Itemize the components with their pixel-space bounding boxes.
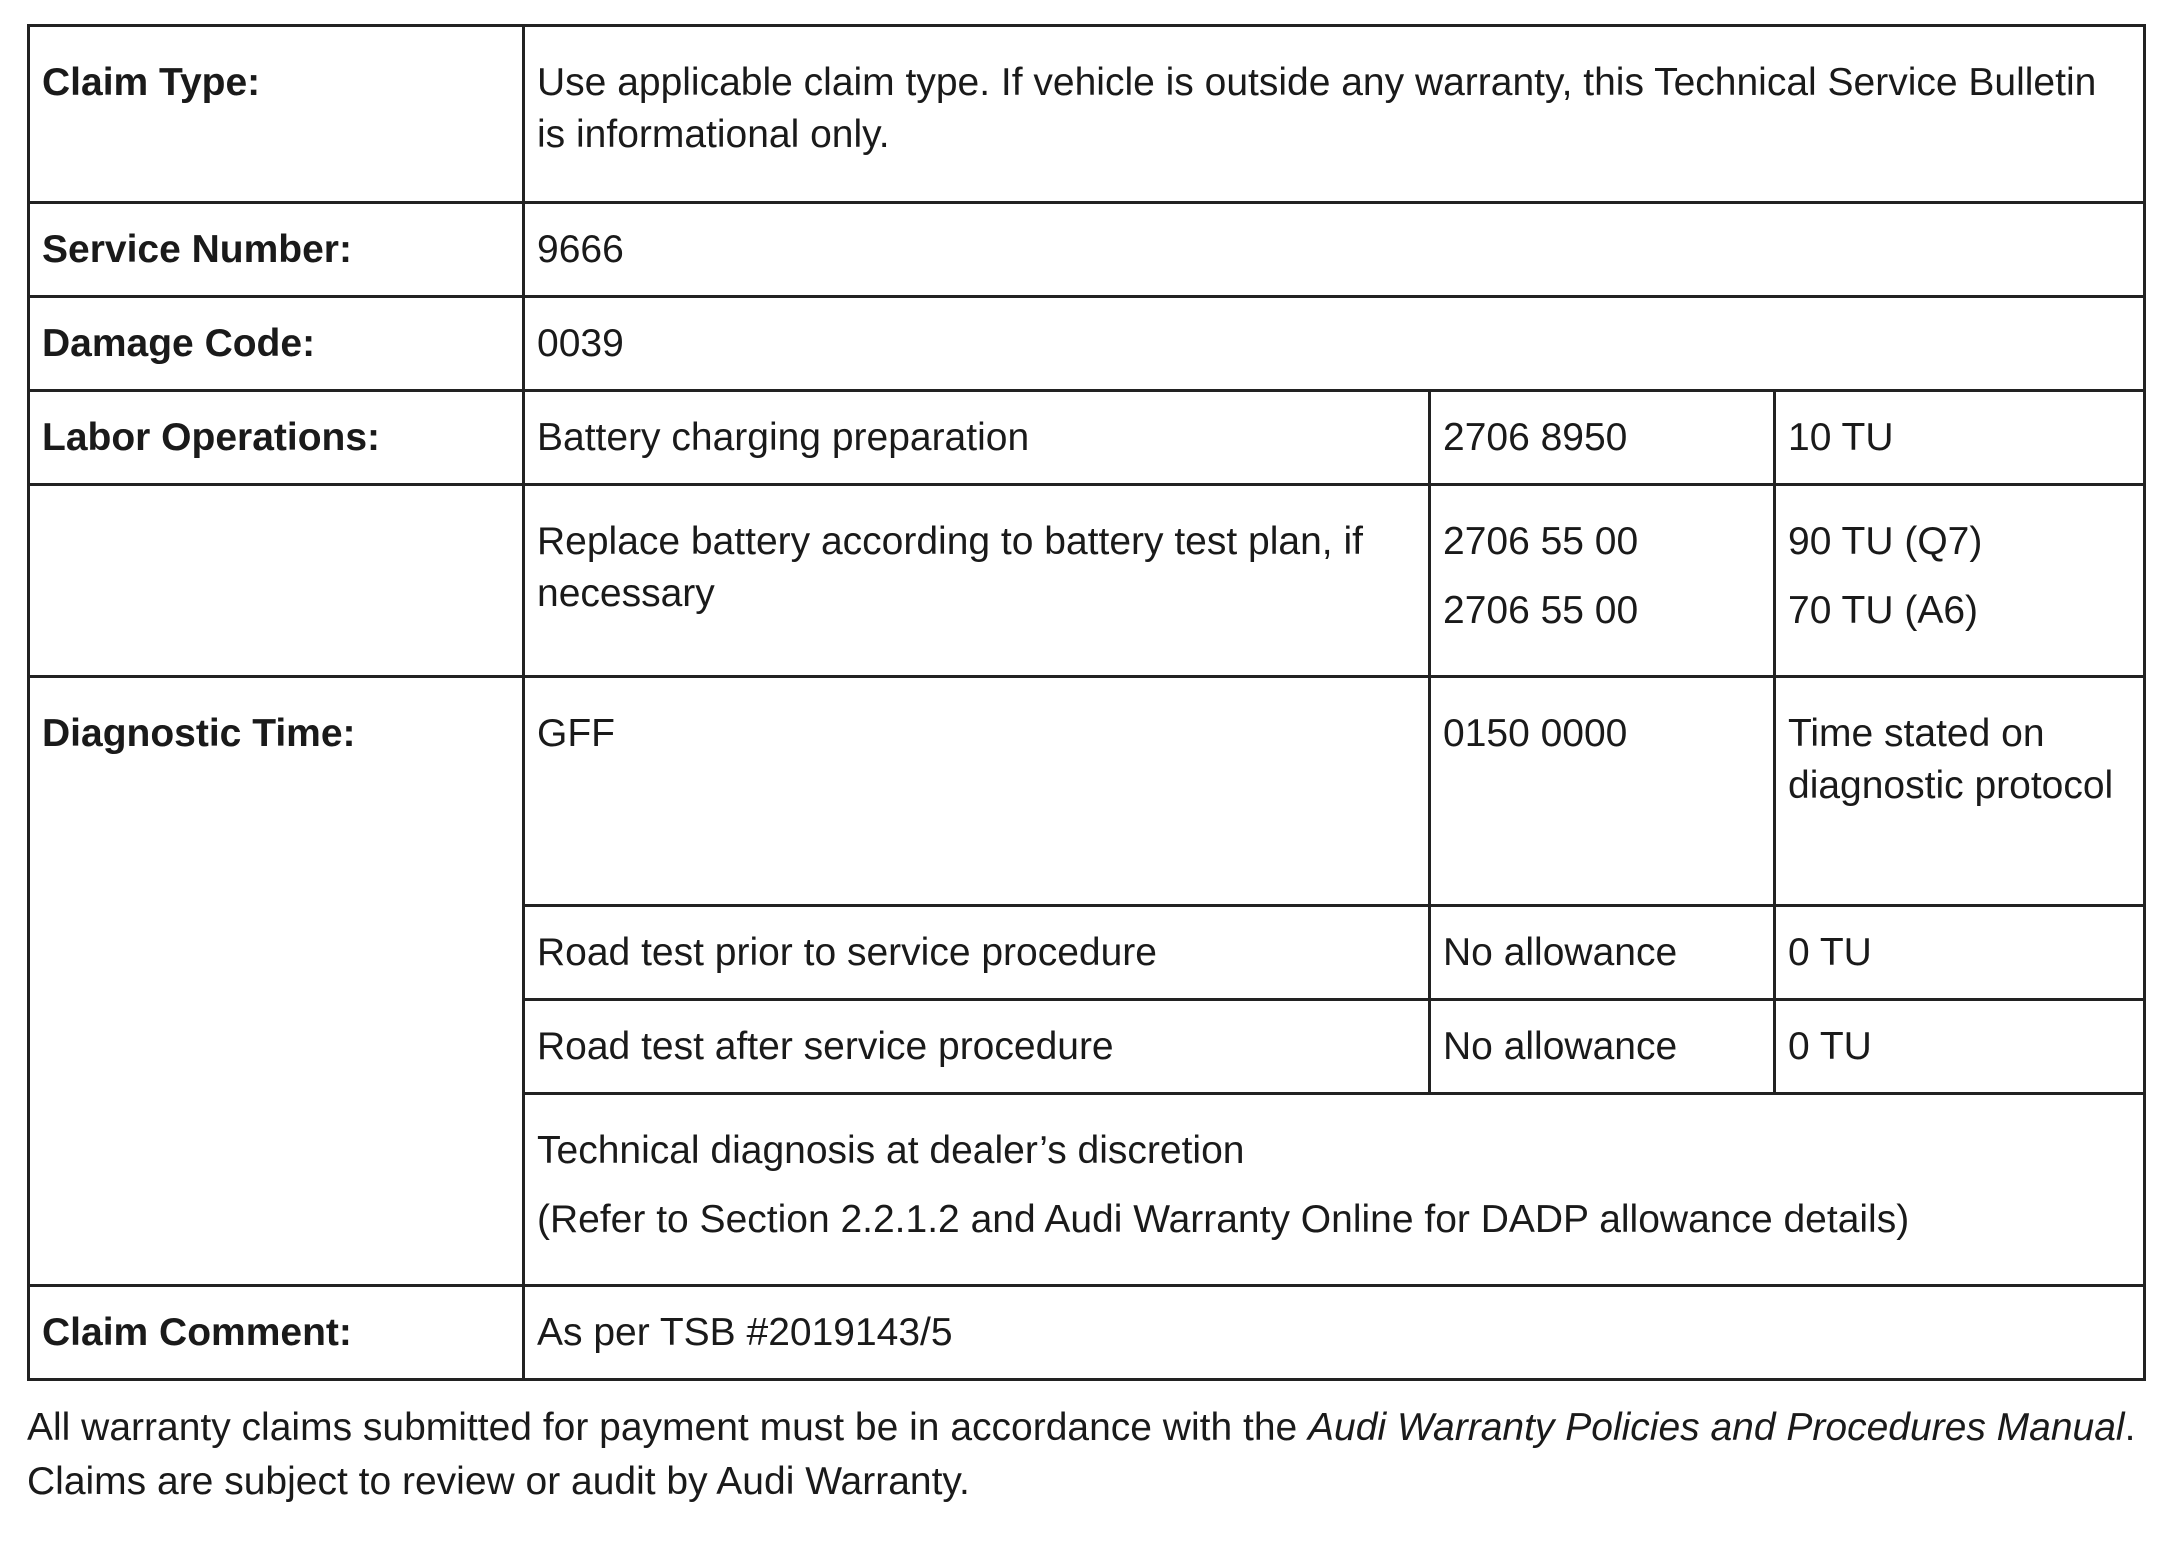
claim-type-value: Use applicable claim type. If vehicle is outside any warranty, this Technical Service Bulletin is informational only. xyxy=(524,26,2145,203)
labor-code-cell xyxy=(1430,485,1775,677)
damage-code-value: 0039 xyxy=(524,297,2145,391)
diagnostic-code: No allowance xyxy=(1430,1000,1775,1094)
claim-comment-value: As per TSB #2019143/5 xyxy=(524,1286,2145,1380)
labor-time-cell xyxy=(1775,485,2145,677)
table-row-damage-code xyxy=(29,297,2145,391)
table-row-labor-operations-2 xyxy=(29,485,2145,677)
table-row-service-number xyxy=(29,203,2145,297)
table-row-claim-type xyxy=(29,26,2145,203)
table-row-diagnostic-gff xyxy=(29,677,2145,906)
warranty-document xyxy=(27,24,2143,1548)
diagnostic-description: Road test prior to service procedure xyxy=(524,906,1430,1000)
diagnostic-time: 0 TU xyxy=(1775,1000,2145,1094)
diagnostic-description: GFF xyxy=(524,677,1430,906)
diagnostic-time-label: Diagnostic Time: xyxy=(29,677,524,1286)
diagnostic-time: Time stated on diagnostic protocol xyxy=(1775,677,2145,906)
footer-manual-title: Audi Warranty Policies and Procedures Manual xyxy=(1308,1406,2125,1449)
labor-code: 2706 55 00 xyxy=(1443,520,1639,563)
empty-label-cell xyxy=(29,485,524,677)
claim-comment-label: Claim Comment: xyxy=(29,1286,524,1380)
labor-time: 70 TU (A6) xyxy=(1788,589,1979,632)
damage-code-label: Damage Code: xyxy=(29,297,524,391)
labor-description: Replace battery according to battery test plan, if necessary xyxy=(524,485,1430,677)
labor-operations-label: Labor Operations: xyxy=(29,391,524,485)
labor-time: 10 TU xyxy=(1775,391,2145,485)
technical-diagnosis-line1: Technical diagnosis at dealer’s discretion xyxy=(537,1129,1245,1172)
labor-code: 2706 8950 xyxy=(1430,391,1775,485)
diagnostic-time: 0 TU xyxy=(1775,906,2145,1000)
service-number-label: Service Number: xyxy=(29,203,524,297)
diagnostic-code: No allowance xyxy=(1430,906,1775,1000)
footer-text-after: . Claims are subject to review or audit by Audi Warranty. xyxy=(27,1406,2136,1503)
technical-diagnosis-line2: (Refer to Section 2.2.1.2 and Audi Warranty Online for DADP allowance details) xyxy=(537,1198,1910,1241)
table-row-claim-comment xyxy=(29,1286,2145,1380)
table-row-labor-operations-1 xyxy=(29,391,2145,485)
warranty-claim-table xyxy=(27,24,2146,1381)
warranty-footer-note xyxy=(27,1401,2143,1509)
service-number-value: 9666 xyxy=(524,203,2145,297)
labor-description: Battery charging preparation xyxy=(524,391,1430,485)
footer-text-before: All warranty claims submitted for payment must be in accordance with the xyxy=(27,1406,1309,1449)
labor-code: 2706 55 00 xyxy=(1443,589,1639,632)
claim-type-label: Claim Type: xyxy=(29,26,524,203)
labor-time: 90 TU (Q7) xyxy=(1788,520,1983,563)
diagnostic-description: Road test after service procedure xyxy=(524,1000,1430,1094)
technical-diagnosis-note xyxy=(524,1094,2145,1286)
diagnostic-code: 0150 0000 xyxy=(1430,677,1775,906)
